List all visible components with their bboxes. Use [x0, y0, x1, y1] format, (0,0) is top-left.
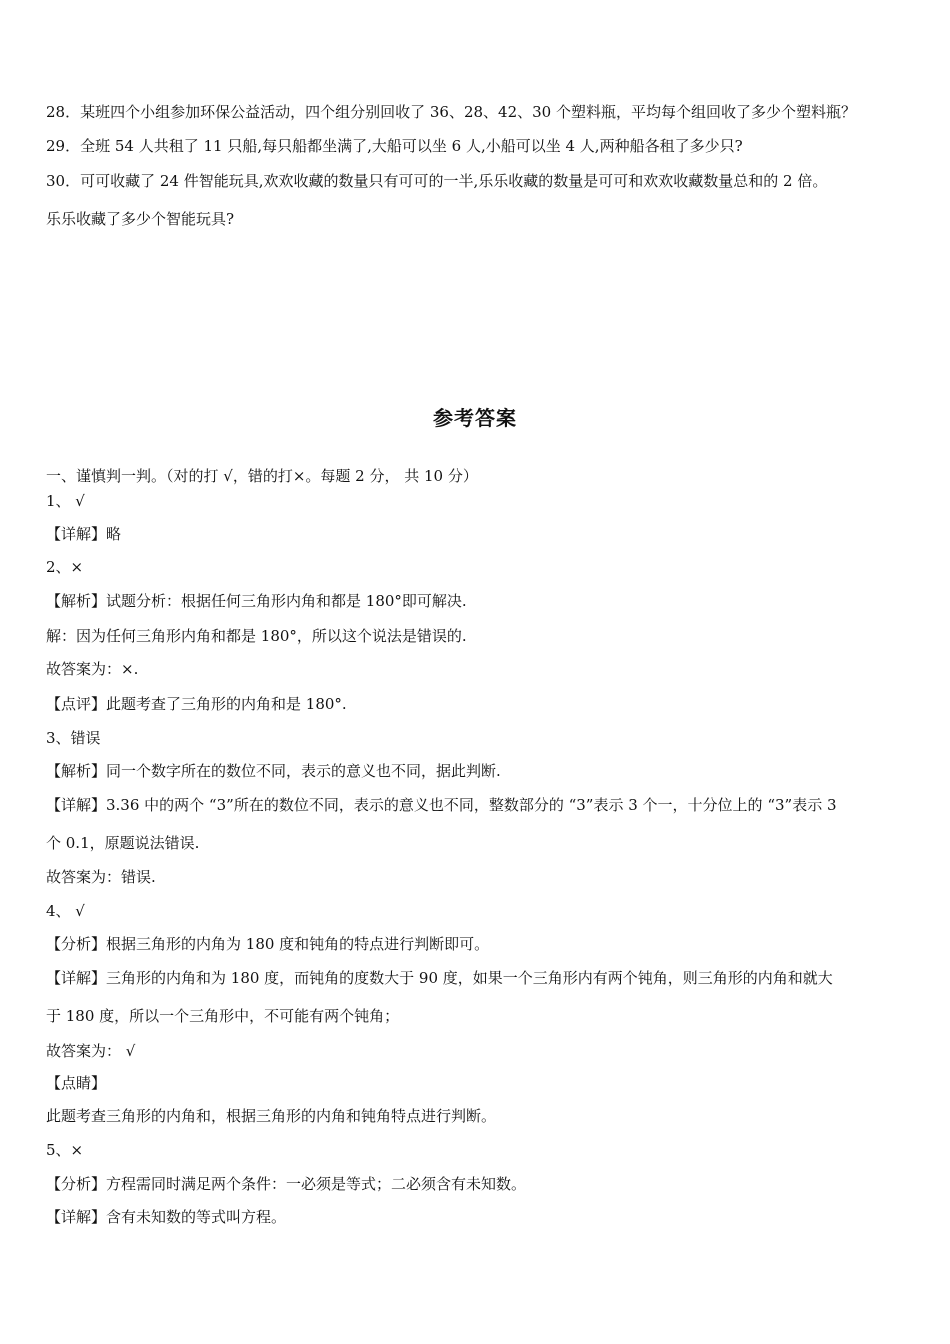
answer-2-result: 故答案为：×.	[46, 660, 139, 678]
question-28: 28．某班四个小组参加环保公益活动，四个组分别回收了 36、28、42、30 个塑料瓶，平均每个组回收了多少个塑料瓶？	[46, 103, 856, 121]
answer-5-analysis: 【分析】方程需同时满足两个条件：一必须是等式；二必须含有未知数。	[46, 1175, 527, 1193]
answer-2-solution: 解：因为任何三角形内角和都是 180°，所以这个说法是错误的.	[46, 627, 467, 645]
answer-4-remark: 此题考查三角形的内角和，根据三角形的内角和钝角特点进行判断。	[46, 1107, 497, 1125]
answer-3-detail-continued: 个 0.1，原题说法错误.	[46, 834, 200, 852]
section-heading: 一、谨慎判一判。（对的打 √，错的打×。每题 2 分， 共 10 分）	[46, 467, 478, 485]
question-30-continued: 乐乐收藏了多少个智能玩具?	[46, 210, 235, 228]
answer-4-detail-continued: 于 180 度，所以一个三角形中，不可能有两个钝角；	[46, 1007, 400, 1025]
answer-4-analysis: 【分析】根据三角形的内角为 180 度和钝角的特点进行判断即可。	[46, 935, 490, 953]
question-30: 30．可可收藏了 24 件智能玩具,欢欢收藏的数量只有可可的一半,乐乐收藏的数量是可可和欢欢收藏数量总和的 2 倍。	[46, 172, 828, 190]
answer-4: 4、 √	[46, 902, 85, 920]
answer-1: 1、 √	[46, 492, 85, 510]
answer-5: 5、×	[46, 1141, 84, 1159]
answer-3-result: 故答案为：错误.	[46, 868, 156, 886]
answer-2-analysis: 【解析】试题分析：根据任何三角形内角和都是 180°即可解决.	[46, 592, 467, 610]
answer-1-detail: 【详解】略	[46, 525, 122, 543]
answer-section-title: 参考答案	[433, 406, 517, 430]
answer-4-detail: 【详解】三角形的内角和为 180 度，而钝角的度数大于 90 度，如果一个三角形内有两个钝角，则三角形的内角和就大	[46, 969, 833, 987]
answer-2-comment: 【点评】此题考查了三角形的内角和是 180°.	[46, 695, 347, 713]
answer-2: 2、×	[46, 558, 84, 576]
answer-3: 3、错误	[46, 729, 101, 747]
question-29: 29．全班 54 人共租了 11 只船,每只船都坐满了,大船可以坐 6 人,小船可以坐 4 人,两种船各租了多少只?	[46, 137, 743, 155]
answer-3-analysis: 【解析】同一个数字所在的数位不同，表示的意义也不同，据此判断.	[46, 762, 501, 780]
answer-3-detail: 【详解】3.36 中的两个 “3”所在的数位不同，表示的意义也不同，整数部分的 “3”表示 3 个一，十分位上的 “3”表示 3	[46, 796, 837, 814]
answer-4-remark-label: 【点睛】	[46, 1074, 107, 1092]
answer-5-detail: 【详解】含有未知数的等式叫方程。	[46, 1208, 287, 1226]
answer-4-result: 故答案为： √	[46, 1042, 136, 1060]
